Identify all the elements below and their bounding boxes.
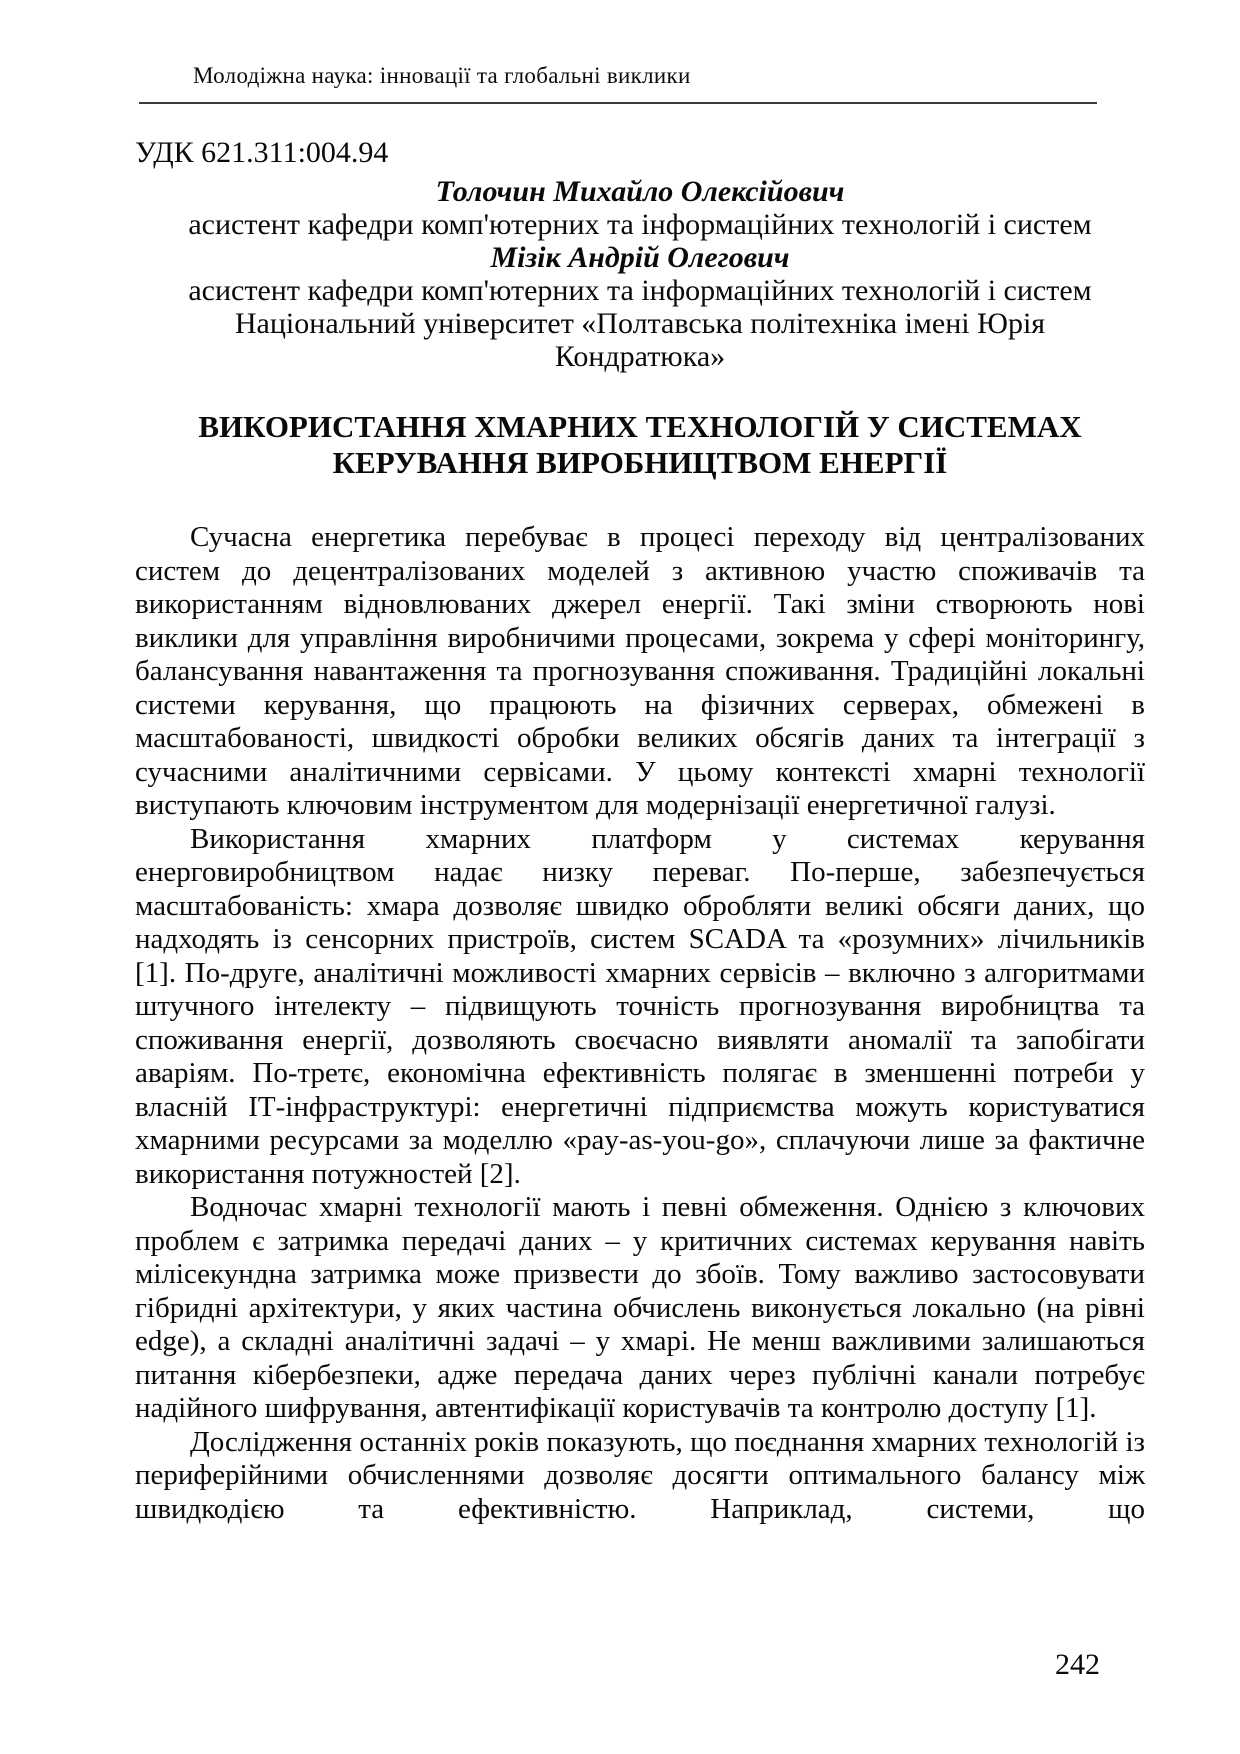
author-2-affiliation: асистент кафедри комп'ютерних та інформаційних технологій і систем <box>188 274 1092 307</box>
article-title-line-2: КЕРУВАННЯ ВИРОБНИЦТВОМ ЕНЕРГІЇ <box>332 445 948 480</box>
author-2-name: Мізік Андрій Олегович <box>490 241 790 274</box>
author-1-affiliation: асистент кафедри комп'ютерних та інформаційних технологій і систем <box>188 208 1092 241</box>
author-1-name: Толочин Михайло Олексійович <box>435 175 845 208</box>
article-title-line-1: ВИКОРИСТАННЯ ХМАРНИХ ТЕХНОЛОГІЙ У СИСТЕМАХ <box>198 409 1082 444</box>
text-block <box>135 62 1145 1526</box>
body-paragraph: Дослідження останніх років показують, що поєднання хмарних технологій із периферійними обчисленнями дозволяє досягти оптимального балансу між швидкодією та ефективністю. Наприклад, системи, що <box>135 1425 1145 1525</box>
body-paragraph: Використання хмарних платформ у системах керування енерговиробництвом надає низку переваг. По-перше, забезпечується масштабованість: хмара дозволяє швидко обробляти великі обсяги даних, що надходять із сенсорних пристроїв, систем SCADA та «розумних» лічильників [1]. По-друге, аналітичні можливості хмарних сервісів – включно з алгоритмами штучного інтелекту – підвищують точність прогнозування виробництва та споживання енергії, дозволяють своєчасно виявляти аномалії та запобігати аваріям. По-третє, економічна ефективність полягає в зменшенні потреби у власній ІТ-інфраструктурі: енергетичні підприємства можуть користуватися хмарними ресурсами за моделлю «pay-as-you-go», сплачуючи лише за фактичне використання потужностей [2]. <box>135 822 1145 1190</box>
author-block <box>135 175 1145 373</box>
running-head: Молодіжна наука: інновації та глобальні виклики <box>193 63 691 88</box>
page-number: 242 <box>1055 1648 1100 1681</box>
article-title <box>135 409 1145 481</box>
udc-code: УДК 621.311:004.94 <box>135 136 389 169</box>
body-paragraph: Сучасна енергетика перебуває в процесі переходу від централізованих систем до децентралізованих моделей з активною участю споживачів та використанням відновлюваних джерел енергії. Такі зміни створюють нові виклики для управління виробничими процесами, зокрема у сфері моніторингу, балансування навантаження та прогнозування споживання. Традиційні локальні системи керування, що працюють на фізичних серверах, обмежені в масштабованості, швидкості обробки великих обсягів даних та інтеграції з сучасними аналітичними сервісами. У цьому контексті хмарні технології виступають ключовим інструментом для модернізації енергетичної галузі. <box>135 521 1145 821</box>
body-paragraph: Водночас хмарні технології мають і певні обмеження. Однією з ключових проблем є затримка передачі даних – у критичних системах керування навіть мілісекундна затримка може призвести до збоїв. Тому важливо застосовувати гібридні архітектури, у яких частина обчислень виконується локально (на рівні edge), а складні аналітичні задачі – у хмарі. Не менш важливими залишаються питання кібербезпеки, адже передача даних через публічні канали потребує надійного шифрування, автентифікації користувачів та контролю доступу [1]. <box>135 1191 1145 1424</box>
institution-name: Національний університет «Полтавська політехніка імені Юрія Кондратюка» <box>234 307 1046 373</box>
article-body <box>135 521 1145 1526</box>
header-rule <box>139 102 1097 104</box>
